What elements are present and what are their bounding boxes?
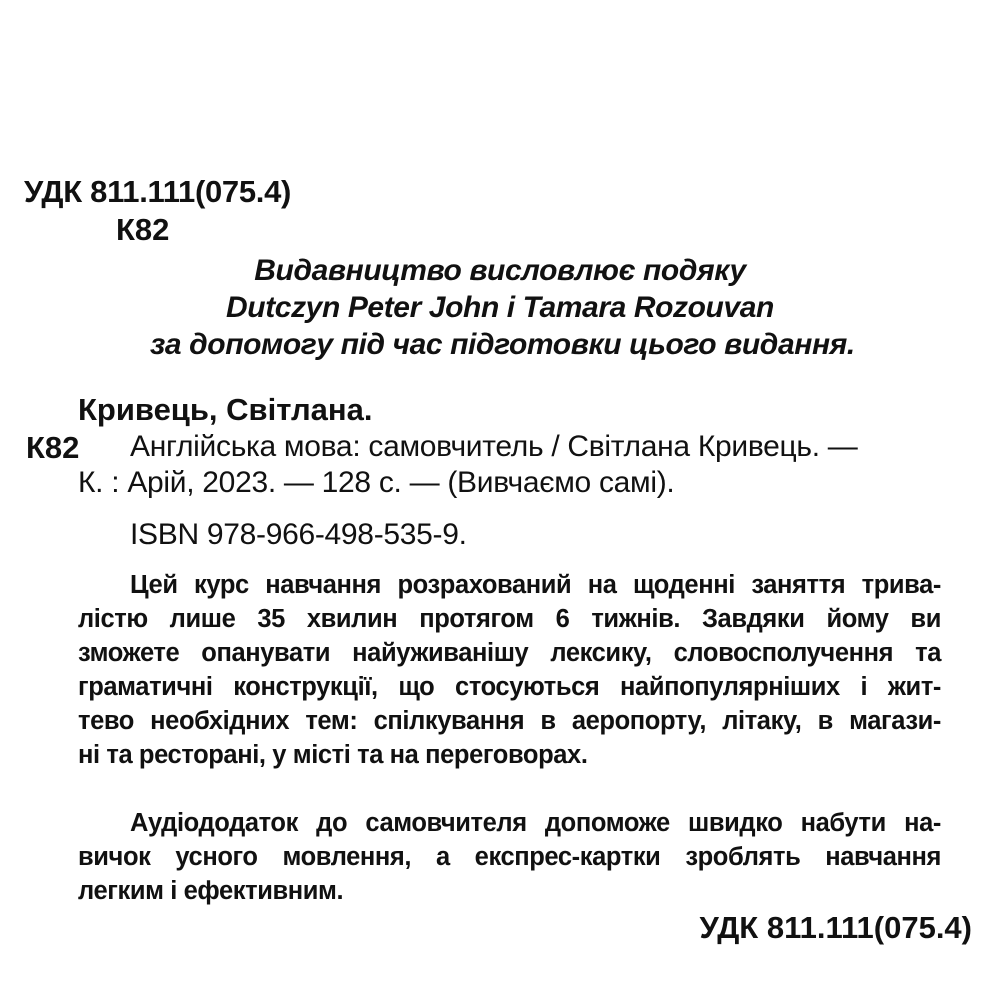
annotation-line: зможете опанувати найуживанішу лексику, словосполучення та [78, 639, 941, 667]
bibliographic-imprint-line: К. : Арій, 2023. — 128 с. — (Вивчаємо самі). [78, 466, 675, 499]
annotation-line: лістю лише 35 хвилин протягом 6 тижнів. Завдяки йому ви [78, 605, 941, 633]
udk-classification-top: УДК 811.111(075.4) [24, 174, 292, 209]
annotation-line: Цей курс навчання розрахований на щоденні заняття трива- [130, 571, 941, 599]
acknowledgement-line-2: Dutczyn Peter John i Tamara Rozouvan [226, 291, 774, 324]
isbn: ISBN 978-966-498-535-9. [130, 518, 467, 551]
bibliographic-title-line: Англійська мова: самовчитель / Світлана Кривець. — [130, 430, 858, 463]
udk-classification-bottom: УДК 811.111(075.4) [699, 910, 972, 945]
annotation-line: легким і ефективним. [78, 877, 344, 905]
author-heading: Кривець, Світлана. [78, 392, 373, 427]
annotation-line: Аудіододаток до самовчителя допоможе швидко набути на- [130, 809, 941, 837]
author-mark-top: К82 [116, 212, 170, 247]
author-mark: К82 [26, 430, 80, 465]
annotation-line: тево необхідних тем: спілкування в аеропорту, літаку, в магази- [78, 707, 941, 735]
annotation-line: ні та ресторані, у місті та на переговорах. [78, 741, 588, 769]
annotation-line: граматичні конструкції, що стосуються найпопулярніших і жит- [78, 673, 941, 701]
annotation-line: вичок усного мовлення, а експрес-картки зроблять навчання [78, 843, 941, 871]
acknowledgement-line-3: за допомогу під час підготовки цього видання. [150, 328, 855, 361]
acknowledgement-line-1: Видавництво висловлює подяку [254, 254, 746, 287]
